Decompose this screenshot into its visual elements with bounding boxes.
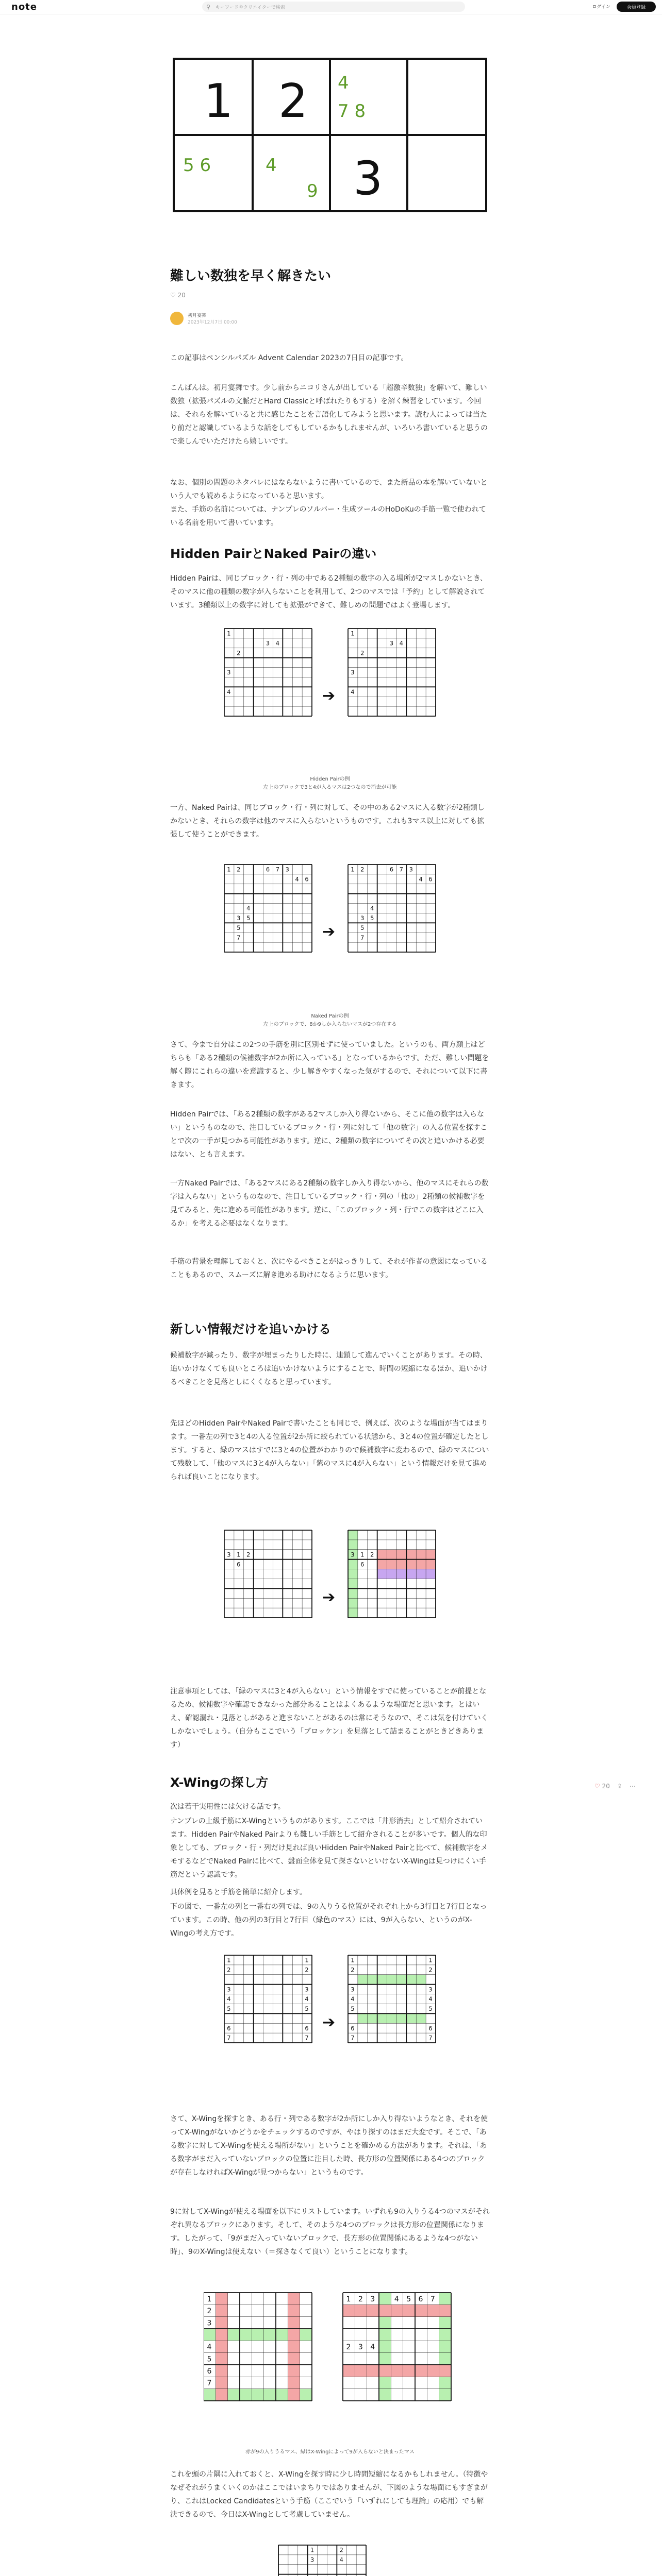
svg-text:2: 2 [305,1966,309,1974]
hero-cand-78: 7 8 [338,101,366,122]
svg-text:4: 4 [227,1995,231,2003]
hero-cand-4b: 4 [266,155,277,176]
svg-text:5: 5 [351,2005,355,2013]
paragraph-13: 次は若干実用性には欠ける話です。 [170,1803,285,1811]
paragraph-8: 一方Naked Pairでは、「ある2マスにある2種類の数字しか入り得ないから、他のマスにそれらの数字は入らない」というものなので、注目しているブロック・行・列の「他の」2種類の候補数字を見てみると、先に進める可能性があります。逆に、「このブロック・列・行でこの数字はどこに入るか」を考える必要はなくなります。 [170,1179,489,1228]
svg-text:3: 3 [389,639,394,647]
svg-text:4: 4 [246,905,251,912]
svg-text:2: 2 [360,866,365,873]
svg-text:1: 1 [360,1551,365,1558]
svg-text:1: 1 [351,1956,355,1964]
svg-text:5: 5 [227,2005,231,2013]
svg-text:3: 3 [227,669,231,676]
svg-text:4: 4 [428,1995,433,2003]
svg-text:3: 3 [305,1986,309,1993]
svg-text:1: 1 [305,1956,309,1964]
heading-xwing: X-Wingの探し方 [170,1775,269,1790]
svg-text:2: 2 [246,1551,251,1558]
paragraph-10: 候補数字が減ったり、数字が埋まったりした時に、連鎖して進んでいくことがあります。その時、追いかけなくても良いところは追いかけないようにすることで、時間の短縮になるほか、追いかけるべきことを見落としにくくなると思っています。 [170,1351,488,1386]
svg-text:7: 7 [360,934,365,941]
svg-text:2: 2 [351,1966,355,1974]
svg-text:2: 2 [428,1966,433,1974]
note-logo[interactable]: note [11,2,37,12]
hero-sudoku-image [173,58,487,212]
author-name[interactable]: 初月宴舞 [188,313,207,318]
svg-text:4: 4 [339,2556,343,2564]
like-button[interactable] [170,292,186,299]
svg-text:6: 6 [360,1561,365,1568]
avatar[interactable] [170,312,184,325]
svg-text:7: 7 [428,2034,433,2042]
svg-text:6: 6 [351,2024,355,2032]
caption-xwing: 赤が9の入りうるマス、緑はX-Wingによって9が入らないと決まったマス [245,2449,415,2455]
svg-text:3: 3 [428,1986,433,1993]
hero-digit-3: 3 [353,151,383,206]
svg-text:2: 2 [346,2343,351,2352]
like-count: 20 [177,292,186,299]
svg-text:1: 1 [227,866,231,873]
svg-text:3: 3 [351,1551,355,1558]
paragraph-6: さて、今まで自分はこの2つの手筋を別に区別せずに使っていました。というのも、両方顔上はどちらも「ある2種類の候補数字が2か所に入っている」となっているからです。ただ、難しい問題を解く際にこれらの違いを意識すると、少し解きやすくなった気がするので、それについて以下に書きます。 [170,1041,489,1089]
svg-text:6: 6 [237,1561,241,1568]
hero-cand-9: 9 [307,181,318,201]
svg-text:6: 6 [207,2367,212,2376]
svg-text:4: 4 [207,2343,212,2352]
figure-xwing-blocks [204,2287,461,2442]
heart-icon: ♡ [170,292,176,299]
svg-text:2: 2 [237,649,241,657]
paragraph-19: これを頭の片隅に入れておくと、X-Wingを探す時に少し時間短縮になるかもしれません。（特徴やなぜそれがうまくいくのかはここではいまちりではありませんが、下図のような場面にもすぎまがり、これはLocked Candidatesという手筋（ここでいう「いずれにしても理論」の応用）でも解決できるので、今日はX-Wingとして考慮していません。 [170,2470,488,2519]
paragraph-15: 具体例を見ると手筋を簡単に紹介します。 [170,1888,307,1896]
signup-button[interactable]: 会員登録 [617,2,656,12]
svg-text:4: 4 [370,905,374,912]
svg-text:6: 6 [305,2024,309,2032]
svg-text:1: 1 [351,866,355,873]
post-date: 2023年12月7日 00:00 [188,320,237,325]
caption-naked-pair: Naked Pairの例 左上のブロックで、8か9しか入らないマスが2つ存在する [263,1013,397,1027]
paragraph-3: また、手筋の名前については、ナンプレのソルバー・生成ツールのHoDoKuの手筋一覧で使われている名前を用いて書いています。 [170,505,486,527]
arrow-icon: ➔ [322,1588,336,1606]
svg-text:4: 4 [351,688,355,696]
arrow-icon: ➔ [322,2013,336,2031]
search-placeholder: キーワードやクリエイターで検索 [216,5,285,10]
svg-text:3: 3 [266,639,270,647]
svg-text:5: 5 [207,2355,212,2364]
paragraph-14: ナンプレの上級手筋にX-Wingというものがあります。ここでは「井形消去」として紹介されています。Hidden PairやNaked Pairよりも難しい手筋として紹介されることが多いです。個人的な印象としても、ブロック・行・列だけ見れば良いHidden PairやNaked Pairと比べて、候補数字をメモするなどでNaked Pairに比べて、盤面全体を見て探さないといけないX-Wingは見つけにくい手筋だという認識です。 [170,1817,488,1879]
search-bar[interactable] [202,2,465,12]
svg-text:1: 1 [310,2546,315,2554]
svg-text:4: 4 [305,1995,309,2003]
hero-digit-1: 1 [204,74,234,128]
svg-text:4: 4 [295,875,299,883]
svg-text:1: 1 [346,2295,351,2303]
svg-text:2: 2 [339,2546,343,2554]
svg-text:6: 6 [305,875,309,883]
svg-text:3: 3 [351,669,355,676]
svg-text:7: 7 [351,2034,355,2042]
svg-text:2: 2 [370,1551,374,1558]
svg-text:3: 3 [237,914,241,922]
svg-text:6: 6 [428,2024,433,2032]
svg-text:7: 7 [207,2379,212,2388]
hero-cand-56: 5 6 [183,155,211,176]
hero-digit-2: 2 [278,74,308,128]
floating-actions [594,1783,636,1790]
svg-text:1: 1 [207,2295,212,2303]
paragraph-7: Hidden Pairでは、「ある2種類の数字がある2マスしか入り得ないから、そこに他の数字は入らない」というものなので、注目しているブロック・行・列に対して「他の数字」の入る位置を探すことで次の一手が見つかる可能性があります。逆に、2種類の数字についてその次と追いかける必要はない、とも言えます。 [170,1110,488,1159]
svg-text:7: 7 [227,2034,231,2042]
article-title: 難しい数独を早く解きたい [170,268,332,284]
paragraph-1: こんばんは。初月宴舞です。少し前からニコリさんが出している「超激辛数独」を解いて、難しい数独（拡張パズルの文脈だとHard Classicと呼ばれたりもする）を解く練習をしています。今回は、それらを解いていると共に感じたことを言語化してみようと思います。読む人によっては当たり前だと認識しているような話をしてもしているかもしれませんが、いろいろ書いていると思うので楽しんでいただけたら嬉しいです。 [170,384,488,446]
svg-text:4: 4 [394,2295,399,2303]
figure-new-info [224,1525,441,1674]
svg-text:1: 1 [237,1551,241,1558]
svg-text:2: 2 [237,866,241,873]
paragraph-12: 注意事項としては、「緑のマスに3と4が入らない」という情報をすでに使っていることが前提となるため、候補数字や確認できなかった部分あることはよくあるような場面だと思います。とはいえ、確認漏れ・見落としがあると進まないことがあるのは常にそうなので、そこは気を付けていくしかないでしょう。（自分もここでいう「ブロッケン」を見落として詰まることがときどきあります） [170,1687,488,1749]
svg-text:6: 6 [428,875,433,883]
share-icon[interactable]: ⇪ [617,1783,622,1790]
svg-text:7: 7 [305,2034,309,2042]
svg-text:3: 3 [351,1986,355,1993]
intro-paragraph: この記事はペンシルパズル Advent Calendar 2023の7日目の記事です。 [170,354,408,362]
svg-text:5: 5 [237,924,241,931]
svg-text:7: 7 [399,866,403,873]
svg-text:4: 4 [227,688,231,696]
paragraph-4: Hidden Pairは、同じブロック・行・列の中である2種類の数字の入る場所が2マスしかないとき、そのマスに他の種類の数字が入らないことを利用して、2つのマスでは「予約」として解説されています。3種類以上の数字に対しても拡張ができて、難しめの問題ではよく登場します。 [170,574,488,609]
svg-text:5: 5 [428,2005,433,2013]
svg-text:7: 7 [237,934,241,941]
svg-text:2: 2 [207,2307,212,2316]
svg-text:7: 7 [430,2295,435,2303]
svg-text:1: 1 [227,1956,231,1964]
svg-text:6: 6 [418,2295,423,2303]
svg-text:3: 3 [310,2556,315,2564]
paragraph-2: なお、個別の問題のネタバレにはならないように書いているので、また新品の本を解いていないという人でも読めるようになっていると思います。 [170,479,488,500]
svg-text:4: 4 [275,639,279,647]
arrow-icon: ➔ [322,923,336,941]
svg-text:4: 4 [370,2343,375,2352]
svg-text:1: 1 [227,630,231,637]
more-icon[interactable]: ⋯ [629,1783,636,1790]
caption-hidden-pair: Hidden Pairの例 左上のブロックで3と4が入るマスは2つなので消去が可能 [263,776,397,790]
svg-text:6: 6 [266,866,270,873]
svg-text:5: 5 [406,2295,411,2303]
svg-text:5: 5 [305,2005,309,2013]
svg-text:2: 2 [227,1966,231,1974]
site-header [0,0,662,14]
search-icon: ⚲ [206,3,211,10]
svg-text:3: 3 [360,914,365,922]
login-link[interactable]: ログイン [592,5,610,10]
figure-naked-pair [224,859,441,1009]
svg-text:1: 1 [428,1956,433,1964]
svg-text:3: 3 [409,866,413,873]
author-block[interactable] [170,312,237,325]
svg-text:5: 5 [370,914,374,922]
paragraph-9: 手筋の背景を理解しておくと、次にやるべきことがはっきりして、それが作者の意図になっていることもあるので、スムーズに解き進める助けになるように思います。 [170,1258,488,1279]
paragraph-16: 下の図で、一番左の列と一番右の列では、9の入りうる位置がそれぞれ上から3行目と7行目となっています。この時、他の列の3行目と7行目（緑色のマス）には、9が入らない、というのがX-Wingの考え方です。 [170,1903,487,1938]
svg-text:4: 4 [351,1995,355,2003]
floating-like-button[interactable]: ♡ 20 [594,1783,610,1790]
svg-text:2: 2 [360,649,365,657]
svg-text:5: 5 [246,914,251,922]
heart-icon: ♡ [594,1783,600,1790]
paragraph-11: 先ほどのHidden PairやNaked Pairで書いたことも同じで、例えば、次のような場面が当てはまります。一番左の列で3と4の入る位置が2か所に絞られている状態から、3と4の位置が確定したとします。すると、緑のマスはすでに3と4の位置がわかりので候補数字に変わるので、緑のマスについて残数して、「他のマスに3と4が入らない」「紫のマスに4が入らない」という情報だけを見て進められば良いことになります。 [170,1419,489,1481]
arrow-icon: ➔ [322,687,336,705]
svg-text:3: 3 [285,866,289,873]
svg-text:3: 3 [358,2343,363,2352]
paragraph-18: 9に対してX-Wingが使える場面を以下にリストしています。いずれも9の入りうる4つのマスがそれぞれ異なるブロックにあります。そして、そのような4つのブロックは長方形の位置関係になります。したがって、「9がまだ入っていないブロックで、長方形の位置関係にあるような4つがない時」、9のX-Wingは使えない（＝探さなくて良い）ということになります。 [170,2208,490,2256]
figure-xwing [224,1950,441,2099]
svg-text:6: 6 [227,2024,231,2032]
svg-text:4: 4 [399,639,403,647]
svg-text:3: 3 [207,2319,212,2328]
figure-locked-candidates [263,2540,397,2576]
svg-text:3: 3 [227,1986,231,1993]
paragraph-17: さて、X-Wingを探すとき、ある行・列である数字が2か所にしか入り得ないようなとき、それを使ってX-Wingがないかどうかをチェックするのですが、やはり探すのはまだ大変です。そこで、「ある数字に対してX-Wingを使える場所がない」ということを確かめる方法があります。それは、「ある数字がまだ入っていないブロックの位置に注目した時、長方形の位置関係にある4つのブロックが存在しなければX-Wingが見つからない」というものです。 [170,2115,488,2177]
svg-text:1: 1 [351,630,355,637]
svg-text:3: 3 [227,1551,231,1558]
paragraph-5: 一方、Naked Pairは、同じブロック・行・列に対して、その中のある2マスに入る数字が2種類しかないとき、それらの数字は他のマスに入らないというものです。これも3マス以上に対しても拡張して使うことができます。 [170,804,485,839]
svg-text:6: 6 [389,866,394,873]
svg-text:4: 4 [419,875,423,883]
hero-cand-4: 4 [338,73,349,93]
svg-text:7: 7 [275,866,279,873]
svg-text:3: 3 [370,2295,375,2303]
svg-text:2: 2 [358,2295,363,2303]
figure-hidden-pair [224,623,441,773]
heading-new-info: 新しい情報だけを追いかける [170,1322,331,1336]
heading-hidden-naked: Hidden PairとNaked Pairの違い [170,547,377,561]
svg-text:5: 5 [360,924,365,931]
